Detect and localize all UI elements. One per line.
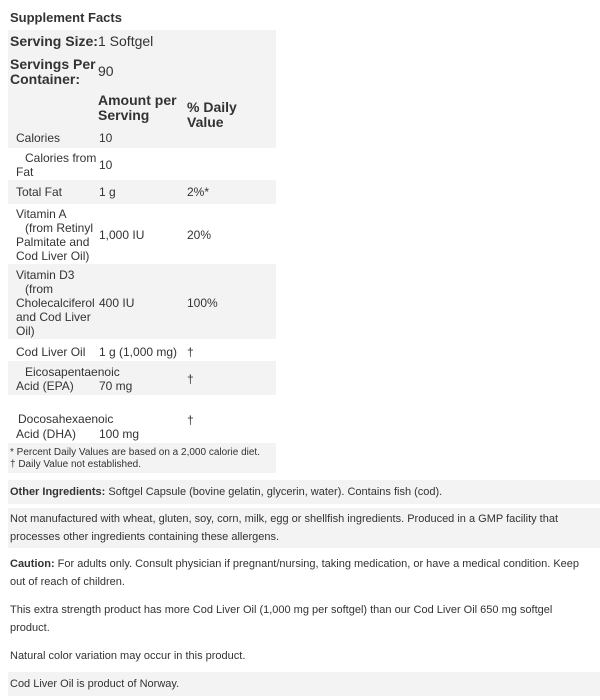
supplement-facts-title: Supplement Facts <box>10 10 122 25</box>
nutrient-daily-value: † <box>187 372 194 386</box>
caution-line1 <box>10 555 594 573</box>
nutrient-name: Fat <box>16 165 34 179</box>
servings-per-container-row <box>8 52 276 88</box>
servings-per-container-label-line1: Servings Per <box>10 56 96 72</box>
nutrient-name: Acid (DHA) <box>16 427 77 441</box>
nutrient-amount: 1 g <box>99 185 116 199</box>
servings-per-container-label-line2: Container: <box>10 71 80 87</box>
nutrient-amount: 100 mg <box>99 427 140 441</box>
nutrient-name: Calories <box>16 131 61 145</box>
nutrient-name: Docosahexaenoic <box>18 412 114 426</box>
allergen-note-line2: processes other ingredients containing these allergens. <box>10 531 280 543</box>
nutrient-name: Eicosapentaenoic <box>25 365 120 379</box>
nutrient-daily-value: † <box>187 413 194 427</box>
nutrient-daily-value: 2%* <box>187 185 210 199</box>
nutrient-amount: 1 g (1,000 mg) <box>99 345 178 359</box>
nutrient-row <box>8 128 276 148</box>
not-established-footnote: † Daily Value not established. <box>10 459 142 470</box>
nutrient-amount: 10 <box>99 131 113 145</box>
nutrient-row <box>8 148 276 180</box>
allergen-note-line1: Not manufactured with wheat, gluten, soy, corn, milk, egg or shellfish ingredients. Produced in a GMP facility that <box>10 513 559 525</box>
nutrient-name: Cholecalciferol <box>16 296 95 310</box>
amount-per-serving-header-line1: Amount per <box>98 92 177 108</box>
strength-note-line2: product. <box>10 622 50 634</box>
serving-size-row <box>8 30 276 52</box>
caution-label: Caution: <box>10 558 55 570</box>
nutrient-name: Vitamin D3 <box>16 268 75 282</box>
nutrient-name: and Cod Liver <box>16 310 91 324</box>
nutrient-name: Oil) <box>16 324 35 338</box>
nutrient-row <box>8 339 276 361</box>
nutrient-name: Vitamin A <box>16 207 67 221</box>
nutrient-row <box>8 264 276 339</box>
nutrient-daily-value: 20% <box>187 228 212 242</box>
nutrient-amount: 400 IU <box>99 296 135 310</box>
strength-note-line1: This extra strength product has more Cod Liver Oil (1,000 mg per softgel) than our Cod Liver Oil 650 mg softgel <box>10 604 553 616</box>
nutrient-name: Cod Liver Oil) <box>16 249 90 263</box>
nutrient-name: (from <box>25 282 53 296</box>
nutrient-name: Cod Liver Oil <box>16 345 86 359</box>
amount-per-serving-header-line2: Serving <box>98 107 150 123</box>
origin-note: Cod Liver Oil is product of Norway. <box>10 678 180 690</box>
supplement-facts-table <box>8 30 276 473</box>
nutrient-name: Calories from <box>25 151 97 165</box>
column-header-row <box>8 88 276 128</box>
other-ingredients <box>10 483 594 501</box>
nutrient-row <box>8 361 276 395</box>
nutrient-amount: 10 <box>99 158 113 172</box>
serving-size-value: 1 Softgel <box>98 33 154 49</box>
nutrient-name: (from Retinyl <box>25 221 94 235</box>
nutrient-name: Palmitate and <box>16 235 90 249</box>
nutrient-row <box>8 204 276 264</box>
nutrient-daily-value: 100% <box>187 296 218 310</box>
color-variation-note: Natural color variation may occur in this product. <box>10 650 246 662</box>
caution-text: For adults only. Consult physician if pregnant/nursing, taking medication, or have a medical condition. Keep <box>57 558 580 570</box>
daily-value-footnote: * Percent Daily Values are based on a 2,000 calorie diet. <box>10 447 260 458</box>
nutrient-name: Acid (EPA) <box>16 379 74 393</box>
serving-size-label: Serving Size: <box>10 33 98 49</box>
nutrient-name: Total Fat <box>16 185 63 199</box>
servings-per-container-value: 90 <box>98 63 114 79</box>
other-ingredients-text: Softgel Capsule (bovine gelatin, glycerin, water). Contains fish (cod). <box>108 486 443 498</box>
nutrient-amount: 1,000 IU <box>99 228 145 242</box>
nutrient-row <box>8 395 276 443</box>
daily-value-header: % Daily Value <box>187 99 237 130</box>
other-ingredients-label: Other Ingredients: <box>10 486 106 498</box>
nutrient-daily-value: † <box>187 345 194 359</box>
nutrient-amount: 70 mg <box>99 379 133 393</box>
nutrient-row <box>8 180 276 204</box>
caution-line2: out of reach of children. <box>10 576 125 588</box>
